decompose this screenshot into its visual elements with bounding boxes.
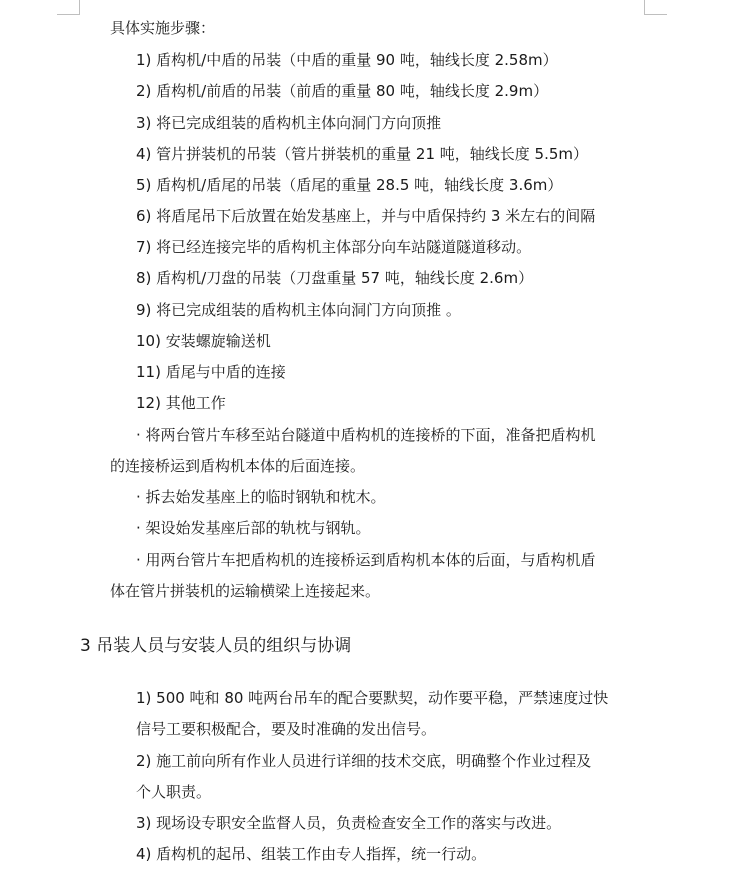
step-item: 2) 盾构机/前盾的吊装（前盾的重量 80 吨，轴线长度 2.9m） (136, 82, 549, 100)
page-corner-mark-right (644, 0, 667, 15)
step-item: 9) 将已完成组装的盾构机主体向洞门方向顶推 。 (136, 301, 461, 319)
bullet-item-line: · 拆去始发基座上的临时钢轨和枕木。 (136, 488, 386, 506)
steps-title: 具体实施步骤： (110, 19, 216, 37)
bullet-item-line: 的连接桥运到盾构机本体的后面连接。 (110, 457, 366, 475)
section-3-item-line: 个人职责。 (136, 783, 212, 801)
step-item: 4) 管片拼装机的吊装（管片拼装机的重量 21 吨，轴线长度 5.5m） (136, 145, 589, 163)
section-3-item-line: 信号工要积极配合，要及时准确的发出信号。 (136, 720, 437, 738)
step-item: 1) 盾构机/中盾的吊装（中盾的重量 90 吨，轴线长度 2.58m） (136, 51, 558, 69)
step-item: 3) 将已完成组装的盾构机主体向洞门方向顶推 (136, 114, 442, 132)
step-item: 11) 盾尾与中盾的连接 (136, 363, 286, 381)
bullet-item-line: · 用两台管片车把盾构机的连接桥运到盾构机本体的后面，与盾构机盾 (136, 551, 596, 569)
step-item: 6) 将盾尾吊下后放置在始发基座上，并与中盾保持约 3 米左右的间隔 (136, 207, 596, 225)
section-3-item-line: 3) 现场设专职安全监督人员，负责检查安全工作的落实与改进。 (136, 814, 562, 832)
page-corner-mark-left (57, 0, 80, 15)
bullet-item-line: 体在管片拼装机的运输横梁上连接起来。 (110, 582, 381, 600)
step-item: 7) 将已经连接完毕的盾构机主体部分向车站隧道隧道移动。 (136, 238, 532, 256)
step-item: 8) 盾构机/刀盘的吊装（刀盘重量 57 吨，轴线长度 2.6m） (136, 269, 534, 287)
section-3-item-line: 2) 施工前向所有作业人员进行详细的技术交底，明确整个作业过程及 (136, 752, 592, 770)
section-3-item-line: 1) 500 吨和 80 吨两台吊车的配合要默契，动作要平稳，严禁速度过快 (136, 689, 609, 707)
step-item: 5) 盾构机/盾尾的吊装（盾尾的重量 28.5 吨，轴线长度 3.6m） (136, 176, 563, 194)
step-item: 12) 其他工作 (136, 394, 226, 412)
step-item: 10) 安装螺旋输送机 (136, 332, 271, 350)
section-3-heading: 3 吊装人员与安装人员的组织与协调 (80, 636, 352, 656)
bullet-item-line: · 将两台管片车移至站台隧道中盾构机的连接桥的下面，准备把盾构机 (136, 426, 596, 444)
section-3-item-line: 4) 盾构机的起吊、组装工作由专人指挥，统一行动。 (136, 845, 487, 863)
bullet-item-line: · 架设始发基座后部的轨枕与钢轨。 (136, 519, 371, 537)
